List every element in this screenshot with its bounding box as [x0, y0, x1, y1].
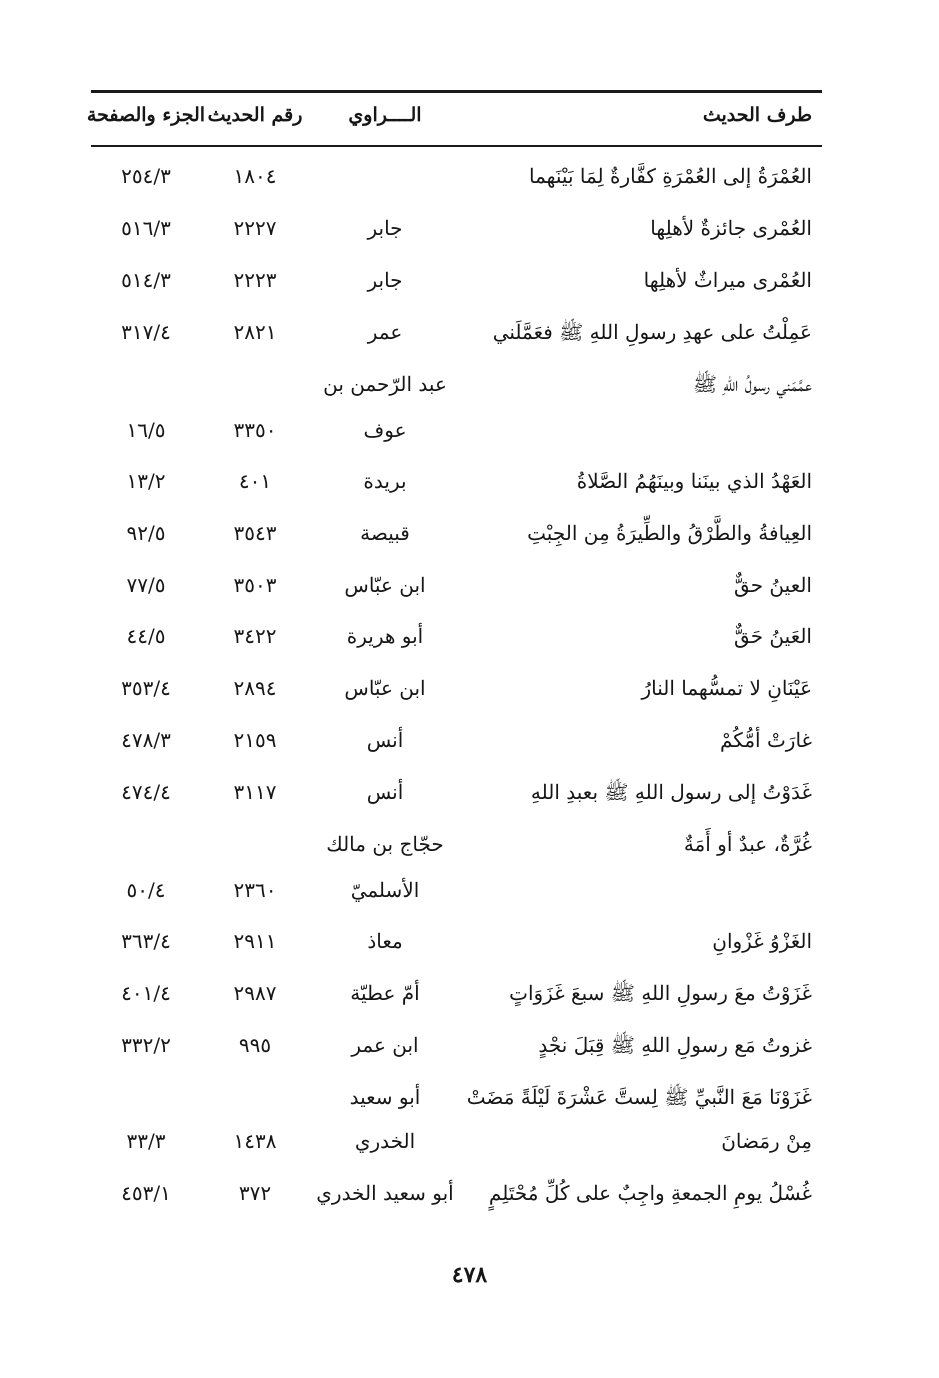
table-row: [0, 513, 939, 553]
table-row: [0, 1077, 939, 1117]
narrator: عوف: [363, 418, 407, 442]
hadith-text: العُمْرى ميراثٌ لأهلِها: [643, 268, 812, 292]
hadith-text: عَيْنَانِ لا تمسُّهما النارُ: [641, 676, 812, 700]
column-header-volume-page: الجزء والصفحة: [86, 104, 206, 126]
hadith-number: ٢٩١١: [233, 929, 277, 953]
narrator: قبيصة: [360, 521, 410, 545]
narrator: جابر: [367, 268, 403, 292]
column-header-narrator: الــــراوي: [348, 104, 422, 126]
narrator: الأسلميّ: [350, 878, 420, 902]
volume-page: ٩٢/٥: [126, 521, 166, 545]
table-row: [0, 364, 939, 404]
narrator: أنس: [366, 780, 404, 804]
column-header-number: رقم الحديث: [207, 104, 303, 126]
hadith-number: ٣٧٢: [238, 1181, 272, 1205]
hadith-number: ٢٨٢١: [233, 320, 277, 344]
hadith-text: العُمْرَةُ إلى العُمْرَةِ كفَّارةٌ لِمَا بَيْنَهما: [529, 164, 812, 188]
hadith-number: ٢١٥٩: [233, 728, 277, 752]
volume-page: ٣٣/٣: [126, 1129, 166, 1153]
table-row: [0, 1025, 939, 1065]
table-row: [0, 616, 939, 656]
narrator: ابن عمر: [351, 1033, 419, 1057]
hadith-text: غارَتْ أمُّكُمْ: [719, 728, 812, 752]
table-row: [0, 410, 939, 450]
hadith-number: ٣٥٠٣: [233, 573, 277, 597]
hadith-text: غُسْلُ يومِ الجمعةِ واجِبٌ على كُلِّ مُحْتَلِمٍ: [488, 1181, 812, 1205]
table-row: [0, 208, 939, 248]
volume-page: ٣١٧/٤: [121, 320, 171, 344]
volume-page: ٤٧٨/٣: [121, 728, 171, 752]
hadith-number: ٣٥٤٣: [233, 521, 277, 545]
header-separator-rule: [91, 145, 822, 147]
volume-page: ٣٦٣/٤: [121, 929, 171, 953]
table-row: [0, 1121, 939, 1161]
table-top-rule: [91, 90, 822, 93]
hadith-text: العينُ حقٌّ: [734, 573, 812, 597]
hadith-text: عَمِلْتُ على عهدِ رسولِ اللهِ ﷺ فعَمَّلَني: [492, 320, 812, 344]
narrator: أمّ عطيّة: [350, 981, 420, 1005]
table-row: [0, 565, 939, 605]
hadith-text: غزوتُ مَع رسولِ اللهِ ﷺ قِبَلَ نجْدٍ: [538, 1033, 812, 1057]
volume-page: ٤٠١/٤: [121, 981, 171, 1005]
hadith-text: العَينُ حَقٌّ: [734, 624, 812, 648]
narrator: عمر: [367, 320, 403, 344]
hadith-text: غَزَوْتُ معَ رسولِ اللهِ ﷺ سبعَ غَزَوَاتٍ: [509, 981, 812, 1005]
volume-page: ٢٥٤/٣: [121, 164, 171, 188]
table-row: [0, 720, 939, 760]
volume-page: ٥٠/٤: [126, 878, 166, 902]
volume-page: ٣٥٣/٤: [121, 676, 171, 700]
table-row: [0, 973, 939, 1013]
hadith-number: ٣١١٧: [233, 780, 277, 804]
volume-page: ٣٣٢/٢: [121, 1033, 171, 1057]
hadith-number: ٩٩٥: [238, 1033, 272, 1057]
table-row: [0, 824, 939, 864]
hadith-number: ٣٣٥٠: [233, 418, 277, 442]
hadith-number: ١٨٠٤: [233, 164, 277, 188]
hadith-number: ١٤٣٨: [233, 1129, 277, 1153]
hadith-text: مِنْ رمَضانَ: [721, 1129, 812, 1153]
narrator: أبو سعيد: [349, 1085, 421, 1109]
volume-page: ٥١٦/٣: [121, 216, 171, 240]
narrator: أبو سعيد الخدري: [316, 1181, 454, 1205]
hadith-number: ٢٢٢٣: [233, 268, 277, 292]
hadith-text: العِيافةُ والطَّرْقُ والطِّيرَةُ مِن الجِبْتِ: [527, 521, 812, 545]
narrator: عبد الرّحمن بن: [323, 372, 447, 396]
hadith-text: غَدَوْتُ إلى رسول اللهِ ﷺ بعبدِ اللهِ: [530, 780, 812, 804]
table-row: [0, 772, 939, 812]
hadith-number: ٢٩٨٧: [233, 981, 277, 1005]
narrator: بريدة: [363, 469, 407, 493]
narrator: أبو هريرة: [346, 624, 424, 648]
table-row: [0, 461, 939, 501]
hadith-number: ٢٢٢٧: [233, 216, 277, 240]
table-row: [0, 312, 939, 352]
table-row: [0, 668, 939, 708]
hadith-text: العُمْرى جائزةٌ لأهلِها: [650, 216, 812, 240]
volume-page: ٤٧٤/٤: [121, 780, 171, 804]
volume-page: ١٣/٢: [126, 469, 166, 493]
narrator: معاذ: [367, 929, 403, 953]
narrator: جابر: [367, 216, 403, 240]
volume-page: ٥١٤/٣: [121, 268, 171, 292]
narrator: حجّاج بن مالك: [326, 832, 444, 856]
hadith-number: ٣٤٢٢: [233, 624, 277, 648]
table-row: [0, 870, 939, 910]
hadith-text: عمَّمَني رسولُ اللهِ ﷺ: [692, 372, 812, 396]
hadith-text: الغَزْوُ غَزْوانِ: [712, 929, 812, 953]
hadith-text: العَهْدُ الذي بينَنا وبينَهُمُ الصَّلاةُ: [576, 469, 812, 493]
hadith-number: ٢٣٦٠: [233, 878, 277, 902]
narrator: ابن عبّاس: [344, 573, 426, 597]
hadith-number: ٤٠١: [238, 469, 272, 493]
table-row: [0, 921, 939, 961]
page-number: ٤٧٨: [451, 1262, 488, 1288]
table-row: [0, 156, 939, 196]
narrator: الخدري: [354, 1129, 416, 1153]
volume-page: ٧٧/٥: [126, 573, 166, 597]
narrator: أنس: [366, 728, 404, 752]
hadith-text: غُرَّةٌ، عبدٌ أو أَمَةٌ: [683, 832, 812, 856]
narrator: ابن عبّاس: [344, 676, 426, 700]
hadith-number: ٢٨٩٤: [233, 676, 277, 700]
column-header-hadith: طرف الحديث: [702, 104, 812, 126]
table-row: [0, 1173, 939, 1213]
volume-page: ٤٤/٥: [126, 624, 166, 648]
volume-page: ٤٥٣/١: [121, 1181, 171, 1205]
volume-page: ١٦/٥: [126, 418, 166, 442]
hadith-text: غَزَوْنَا مَعَ النَّبيِّ ﷺ لِستَّ عَشْرَةَ لَيْلَةً مَضَتْ: [466, 1085, 812, 1109]
table-row: [0, 260, 939, 300]
